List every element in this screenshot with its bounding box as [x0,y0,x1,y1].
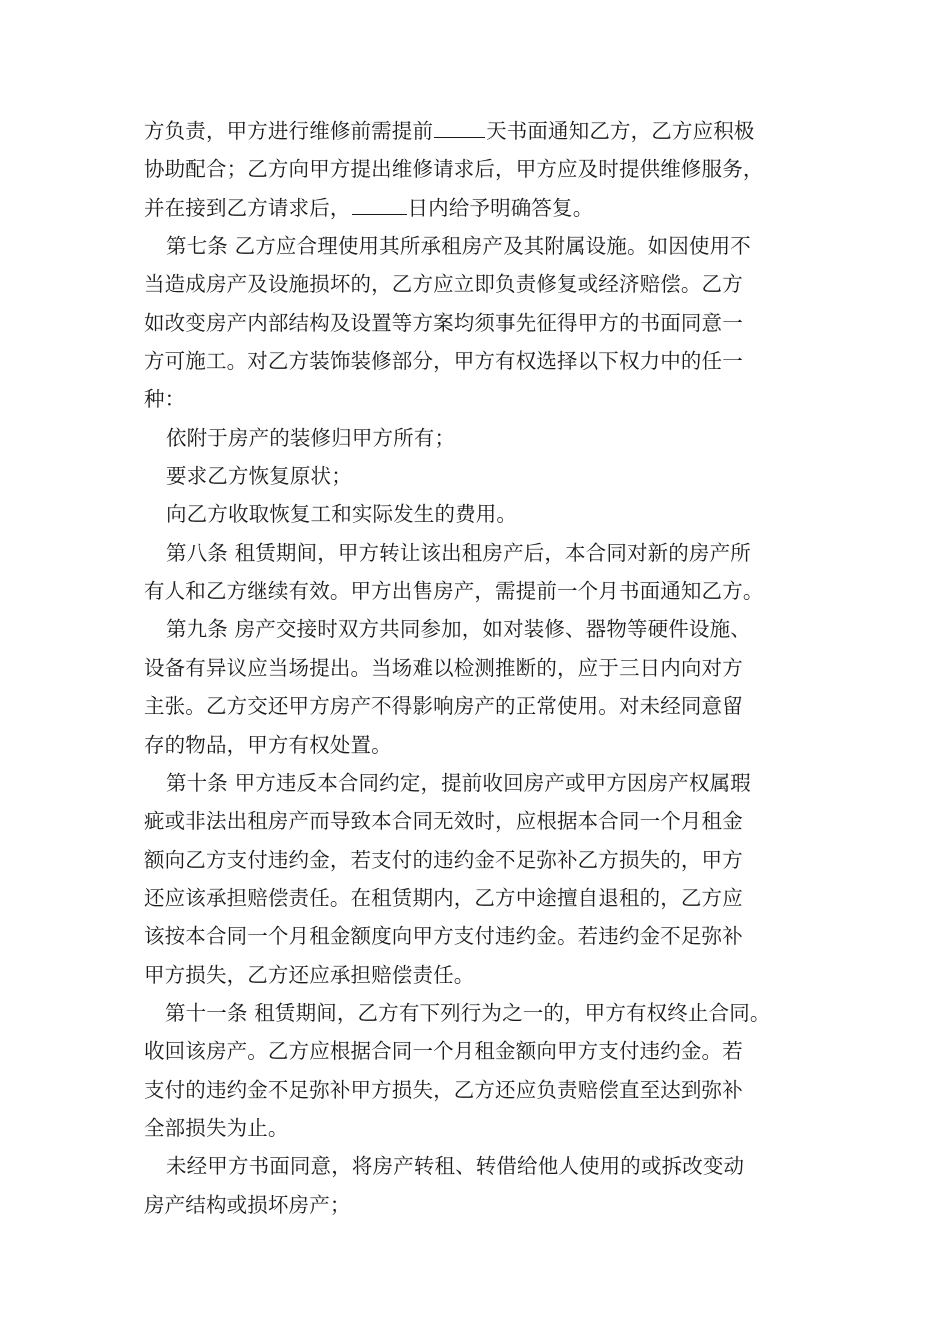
article-7-heading-line: 第七条 乙方应合理使用其所承租房产及其附属设施。如因使用不 [166,234,751,259]
fill-in-blank-reply-days [352,198,407,215]
text-line: 有人和乙方继续有效。甲方出售房产，需提前一个月书面通知乙方。 [144,579,764,604]
text-line: 方可施工。对乙方装饰装修部分，甲方有权选择以下权力中的任一 [144,349,743,374]
text-line: 当造成房产及设施损坏的，乙方应立即负责修复或经济赔偿。乙方 [144,272,743,297]
article-11-heading-line: 第十一条 租赁期间，乙方有下列行为之一的，甲方有权终止合同。 [165,1000,771,1025]
text-line: 收回该房产。乙方应根据合同一个月租金额向甲方支付违约金。若 [144,1039,743,1064]
article-10-heading-line: 第十条 甲方违反本合同约定，提前收回房产或甲方因房产权属瑕 [166,770,751,795]
text-line: 额向乙方支付违约金，若支付的违约金不足弥补乙方损失的，甲方 [144,847,743,872]
option-item: 向乙方收取恢复工和实际发生的费用。 [166,502,518,527]
article-9-heading-line: 第九条 房产交接时双方共同参加，如对装修、器物等硬件设施、 [166,617,751,642]
text-line: 协助配合；乙方向甲方提出维修请求后，甲方应及时提供维修服务， [144,157,764,182]
article-8-heading-line: 第八条 租赁期间，甲方转让该出租房产后，本合同对新的房产所 [166,540,751,565]
contract-text [144,112,816,1224]
text-line: 支付的违约金不足弥补甲方损失，乙方还应负责赔偿直至达到弥补 [144,1077,743,1102]
text-line: 种： [144,387,186,412]
text-line: 主张。乙方交还甲方房产不得影响房产的正常使用。对未经同意留 [144,694,743,719]
text-line: 设备有异议应当场提出。当场难以检测推断的，应于三日内向对方 [144,655,743,680]
text-line: 如改变房产内部结构及设置等方案均须事先征得甲方的书面同意一 [144,310,743,335]
text-line: 疵或非法出租房产而导致本合同无效时，应根据本合同一个月租金 [144,809,743,834]
text-line: 还应该承担赔偿责任。在租赁期内，乙方中途擅自退租的，乙方应 [144,885,743,910]
fill-in-blank-days [434,121,485,138]
text-line: 该按本合同一个月租金额度向甲方支付违约金。若违约金不足弥补 [144,924,743,949]
text-line: 甲方损失，乙方还应承担赔偿责任。 [144,962,475,987]
option-item: 要求乙方恢复原状； [166,464,352,489]
option-item: 依附于房产的装修归甲方所有； [166,425,456,450]
clause-item: 未经甲方书面同意，将房产转租、转借给他人使用的或拆改变动 [166,1154,745,1179]
text-line: 存的物品，甲方有权处置。 [144,732,392,757]
text-line: 并在接到乙方请求后， 日内给予明确答复。 [144,195,594,220]
text-line: 方负责，甲方进行维修前需提前 天书面通知乙方，乙方应积极 [144,119,755,143]
text-line: 全部损失为止。 [144,1115,289,1140]
text-line: 房产结构或损坏房产； [144,1192,351,1217]
